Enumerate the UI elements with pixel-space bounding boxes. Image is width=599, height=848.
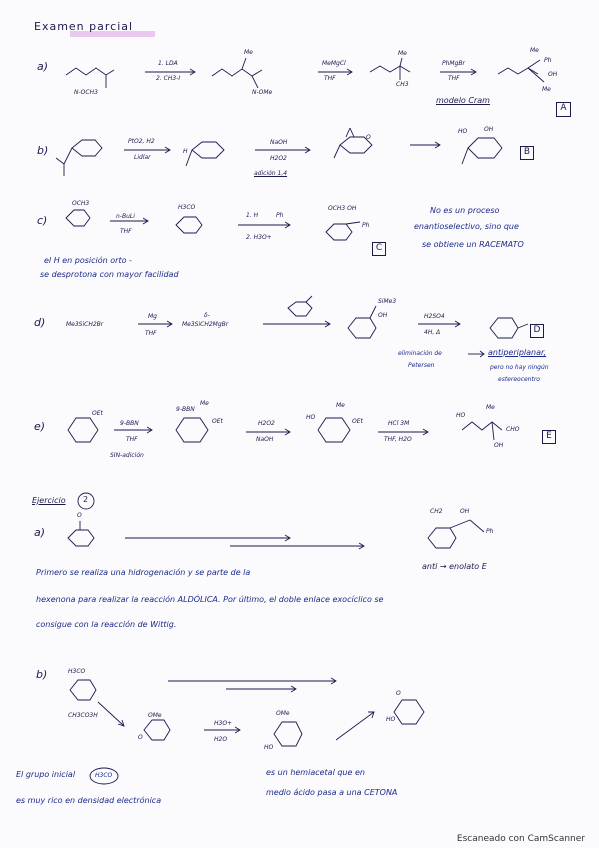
rxn-e-reagent-3-bottom: THF, H2O — [384, 436, 412, 443]
rxn-c-reagent-1-bottom: THF — [120, 228, 132, 235]
rxn-b-reagent-2-bottom: H2O2 — [270, 155, 287, 162]
ej-a-product-ph — [470, 520, 484, 532]
rxn-e-reagent-2-bottom: NaOH — [256, 436, 274, 443]
rxn-a-product-3-ph: Ph — [544, 57, 552, 64]
rxn-b-ring-3-sub — [334, 145, 340, 158]
rxn-a-reagent-3-bottom: THF — [448, 75, 460, 82]
rxn-d-label: d) — [34, 316, 46, 329]
rxn-c-reagent-2-top: 1. H — [246, 212, 259, 219]
rxn-c-comment-3: se obtiene un RACEMATO — [422, 240, 524, 249]
scanner-watermark: Escaneado con CamScanner — [456, 834, 585, 844]
rxn-d-tag: D — [530, 324, 544, 338]
rxn-a-product-3-branch — [528, 60, 540, 68]
ej-b-inter-ring — [144, 720, 170, 740]
rxn-d-comment-1: antiperiplanar, — [488, 348, 547, 357]
ej-b-ring — [70, 680, 96, 700]
rxn-b-epox-2 — [350, 128, 354, 137]
ej-b-reagent: CH3CO3H — [68, 712, 98, 719]
rxn-e-label: e) — [34, 420, 46, 433]
rxn-b-reagent-1-bottom: Lidlar — [134, 154, 151, 161]
rxn-a-product-1-n — [252, 76, 258, 88]
rxn-b-reagent-2-top: NaOH — [270, 139, 288, 146]
ej-b-sub: H3CO — [68, 668, 86, 675]
ej-b-inter-ome: OMe — [148, 712, 162, 719]
rxn-d-methylene — [518, 324, 528, 328]
rxn-e-ring-2 — [176, 418, 208, 442]
rxn-e-inter2-oet: OEt — [352, 418, 363, 425]
rxn-d-ring-1 — [348, 318, 376, 338]
ej-a-note: anti → enolato E — [422, 562, 487, 571]
rxn-d-reagent-2-bottom: 4H, Δ — [424, 329, 441, 336]
rxn-e-inter-bbn: 9-BBN — [176, 406, 195, 413]
ej-a-text-2: hexenona para realizar la reacción ALDÓLICA. Por último, el doble enlace exocíclico se — [36, 595, 384, 604]
rxn-d-sub: Me3SiCH2Br — [66, 321, 104, 328]
rxn-b-product-ho: HO — [458, 128, 468, 135]
rxn-e-reagent-3-top: HCl 3M — [388, 420, 410, 427]
rxn-a-product-2-me — [400, 58, 402, 66]
rxn-c-reagent-2-ph: Ph — [276, 212, 284, 219]
rxn-b-reagent-1-top: PtO2, H2 — [128, 138, 155, 145]
rxn-a-product-3-me2: Me — [542, 86, 551, 93]
ej-a-o: O — [77, 512, 82, 519]
rxn-e-inter2-ho: HO — [306, 414, 316, 421]
rxn-b-ring-4 — [468, 138, 502, 158]
rxn-a-tag: A — [556, 102, 571, 117]
rxn-e-ring-1 — [68, 418, 98, 442]
rxn-c-product-chain — [346, 222, 360, 224]
rxn-e-product-me: Me — [486, 404, 495, 411]
ej-b-note-3: es un hemiacetal que en — [266, 768, 365, 777]
ej-b-reagent-top: H3O+ — [214, 720, 233, 727]
ej-b-note-4: medio ácido pasa a una CETONA — [266, 788, 398, 797]
rxn-a-product-3-me: Me — [530, 47, 539, 54]
rxn-d-reagent-1-top: Mg — [148, 313, 157, 320]
rxn-e-product-oh: OH — [494, 442, 504, 449]
rxn-b-epox-1 — [346, 128, 350, 137]
rxn-e-product — [462, 422, 502, 430]
rxn-c-label: c) — [37, 214, 48, 227]
rxn-b-product-oh: OH — [484, 126, 494, 133]
ej-b-product-ho: HO — [386, 716, 396, 723]
rxn-a-product-2 — [370, 66, 410, 72]
rxn-b-note: adición 1,4 — [254, 170, 288, 177]
rxn-d-comment-3: estereocentro — [498, 376, 540, 383]
rxn-e-reagent-1-top: 9-BBN — [120, 420, 139, 427]
rxn-d-product-sime3: SiMe3 — [378, 298, 397, 305]
rxn-d-reagent-2-top: H2SO4 — [424, 313, 445, 320]
ej-a-product-oh: OH — [460, 508, 470, 515]
rxn-b-tag: B — [520, 146, 534, 160]
rxn-c-side-2: se desprotona con mayor facilidad — [40, 270, 179, 279]
rxn-b-isopropenyl-2 — [56, 158, 64, 164]
rxn-a-substrate — [66, 68, 114, 75]
rxn-d-inter: Me3SiCH2MgBr — [182, 321, 229, 328]
rxn-d-inter-charge: δ- — [204, 312, 210, 319]
rxn-d-ketone — [288, 302, 312, 316]
ej-b-note-circ: H3CO — [95, 772, 113, 779]
rxn-c-inter: H3CO — [178, 204, 196, 211]
rxn-e-inter2-me: Me — [336, 402, 345, 409]
rxn-d-reagent-1-bottom: THF — [145, 330, 157, 337]
rxn-c-side-1: el H en posición orto - — [44, 256, 132, 265]
rxn-e-product-cho: CHO — [506, 426, 520, 433]
rxn-a-reagent-3-top: PhMgBr — [442, 60, 465, 67]
rxn-e-product-oh — [492, 422, 494, 440]
rxn-a-product-2-me: Me — [398, 50, 407, 57]
rxn-a-product-1-n: N-OMe — [252, 89, 273, 96]
rxn-a-product-2-ch3: CH3 — [396, 81, 409, 88]
rxn-e-ring-3 — [318, 418, 350, 442]
ej-a-product-chain — [450, 520, 470, 528]
rxn-a-product-1-me: Me — [244, 49, 253, 56]
rxn-c-product-ph: Ph — [362, 222, 370, 229]
rxn-c-tag: C — [372, 242, 386, 256]
rxn-d-note-1: eliminación de — [398, 350, 442, 357]
rxn-a-product-3-oh: OH — [548, 71, 558, 78]
ej-b-arrow-5 — [336, 712, 374, 740]
ej-b-reagent-bottom: H2O — [214, 736, 228, 743]
rxn-b-ring-4-sub — [462, 148, 468, 164]
ej-b-inter2-ho: HO — [264, 744, 274, 751]
rxn-a-note: modelo Cram — [436, 96, 490, 105]
ej-b-product-o: O — [396, 690, 401, 697]
rxn-e-reagent-2-top: H2O2 — [258, 420, 275, 427]
rxn-e-note: SIN-adición — [110, 452, 144, 459]
rxn-d-product-oh: OH — [378, 312, 388, 319]
ej-b-note-1: El grupo inicial — [16, 770, 76, 779]
rxn-a-reagent-2-top: MeMgCl — [322, 60, 346, 67]
rxn-e-sub-oet: OEt — [92, 410, 103, 417]
rxn-c-product: OCH3 OH — [328, 205, 357, 212]
ej-a-product-ch2: CH2 — [430, 508, 443, 515]
rxn-b-h: H — [183, 148, 188, 155]
rxn-d-note-2: Petersen — [408, 362, 435, 369]
rxn-b-product-o: O — [366, 134, 371, 141]
rxn-d-comment-2: pero no hay ningún — [490, 364, 549, 371]
ej-a-text-1: Primero se realiza una hidrogenación y se parte de la — [36, 568, 251, 577]
rxn-e-product-ho: HO — [456, 412, 466, 419]
rxn-b-ring-2 — [192, 142, 224, 158]
ej-b-arrow-3 — [98, 702, 124, 726]
ej-a-product-ph: Ph — [486, 528, 494, 535]
rxn-c-reagent-1-top: n-BuLi — [116, 213, 135, 220]
rxn-a-product-3-branch2 — [528, 68, 544, 82]
ej-a-ring — [68, 530, 94, 546]
rxn-b-isopropenyl — [64, 148, 72, 164]
rxn-b-ring-1 — [72, 140, 102, 156]
rxn-a-product-1 — [212, 69, 262, 76]
rxn-c-reagent-2-bottom: 2. H3O+ — [246, 234, 272, 241]
ej-b-inter2-ring — [274, 722, 302, 746]
rxn-b-label: b) — [37, 144, 49, 157]
ejercicio-heading: Ejercicio — [32, 496, 66, 505]
ej-b-inter2-ome: OMe — [276, 710, 290, 717]
ej-b-inter-o: O — [138, 734, 143, 741]
ej-a-product-ring — [428, 528, 456, 548]
rxn-c-comment-2: enantioselectivo, sino que — [414, 222, 519, 231]
ej-b-note-2: es muy rico en densidad electrónica — [16, 796, 162, 805]
rxn-c-sub: OCH3 — [72, 200, 90, 207]
rxn-e-inter-me: Me — [200, 400, 209, 407]
rxn-c-ring-2 — [176, 217, 202, 233]
rxn-e-reagent-1-bottom: THF — [126, 436, 138, 443]
ejercicio-number: 2 — [83, 495, 89, 504]
ej-a-label: a) — [34, 526, 46, 539]
ej-a-text-3: consigue con la reacción de Wittig. — [36, 620, 177, 629]
rxn-e-inter-oet: OEt — [212, 418, 223, 425]
rxn-d-ring-1-sub — [370, 306, 376, 318]
rxn-a-sub-n: N-OCH3 — [74, 89, 98, 96]
rxn-c-ring-1 — [66, 210, 90, 226]
rxn-c-ring-3 — [326, 224, 352, 240]
rxn-a-reagent-2-bottom: THF — [324, 75, 336, 82]
rxn-a-reagent-1-top: 1. LDA — [158, 60, 178, 67]
page-title: Examen parcial — [34, 20, 134, 33]
rxn-a-label: a) — [37, 60, 49, 73]
ej-b-label: b) — [36, 668, 48, 681]
ej-b-product-ring — [394, 700, 424, 724]
rxn-a-product-1-me — [242, 58, 246, 69]
rxn-d-ketone-co — [306, 296, 312, 302]
rxn-a-reagent-1-bottom: 2. CH3-I — [156, 75, 181, 82]
rxn-e-tag: E — [542, 430, 556, 444]
rxn-d-ring-2 — [490, 318, 518, 338]
rxn-c-comment-1: No es un proceso — [430, 206, 500, 215]
